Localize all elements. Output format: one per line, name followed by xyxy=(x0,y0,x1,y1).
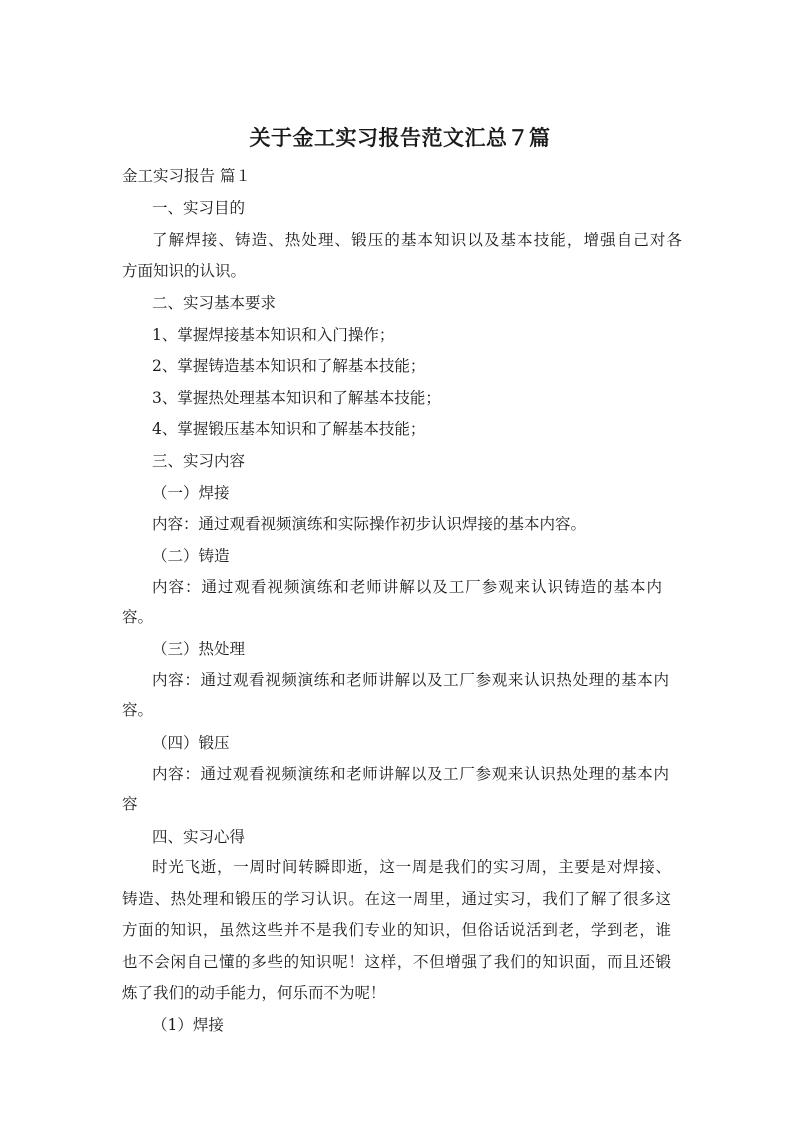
paragraph-line: 时光飞逝，一周时间转瞬即逝，这一周是我们的实习周，主要是对焊接、 xyxy=(152,858,671,876)
paragraph-line: 也不会闲自己懂的多些的知识呢！这样，不但增强了我们的知识面，而且还锻 xyxy=(122,953,671,971)
paragraph-line: 内容：通过观看视频演练和老师讲解以及工厂参观来认识热处理的基本内 xyxy=(152,671,669,689)
paragraph-line: 内容：通过观看视频演练和老师讲解以及工厂参观来认识铸造的基本内 xyxy=(152,578,662,596)
paragraph-line: 了解焊接、铸造、热处理、锻压的基本知识以及基本技能，增强自己对各 xyxy=(152,231,682,249)
subsection-heading: （三）热处理 xyxy=(152,640,246,658)
list-item: 3、掌握热处理基本知识和了解基本技能； xyxy=(152,389,441,407)
section-heading-reflection: 四、实习心得 xyxy=(152,828,246,846)
document-subtitle: 金工实习报告 篇１ xyxy=(122,167,251,185)
list-item: 4、掌握锻压基本知识和了解基本技能； xyxy=(152,420,426,438)
paragraph-line: 方面的知识，虽然这些并不是我们专业的知识，但俗话说活到老，学到老，谁 xyxy=(122,921,671,939)
paragraph-line: 铸造、热处理和锻压的学习认识。在这一周里，通过实习，我们了解了很多这 xyxy=(122,890,671,908)
subsection-heading: （二）铸造 xyxy=(152,547,230,565)
paragraph-line: 炼了我们的动手能力，何乐而不为呢！ xyxy=(122,984,386,1002)
paragraph-line: 方面知识的认识。 xyxy=(122,262,247,280)
document-title: 关于金工实习报告范文汇总７篇 xyxy=(249,126,551,150)
paragraph-line: 容。 xyxy=(122,608,154,626)
paragraph-line: 容。 xyxy=(122,701,154,719)
subsection-heading: （一）焊接 xyxy=(152,484,230,502)
paragraph-line: 容 xyxy=(122,795,138,813)
list-item: 1、掌握焊接基本知识和入门操作； xyxy=(152,326,395,344)
section-heading-purpose: 一、实习目的 xyxy=(152,199,246,217)
paragraph-line: 内容：通过观看视频演练和实际操作初步认识焊接的基本内容。 xyxy=(152,515,587,533)
list-item: 2、掌握铸造基本知识和了解基本技能； xyxy=(152,357,426,375)
subsection-heading: （1）焊接 xyxy=(152,1016,224,1034)
section-heading-requirements: 二、实习基本要求 xyxy=(152,294,277,312)
subsection-heading: （四）锻压 xyxy=(152,734,230,752)
paragraph-line: 内容：通过观看视频演练和老师讲解以及工厂参观来认识热处理的基本内 xyxy=(152,765,669,783)
section-heading-content: 三、实习内容 xyxy=(152,452,246,470)
